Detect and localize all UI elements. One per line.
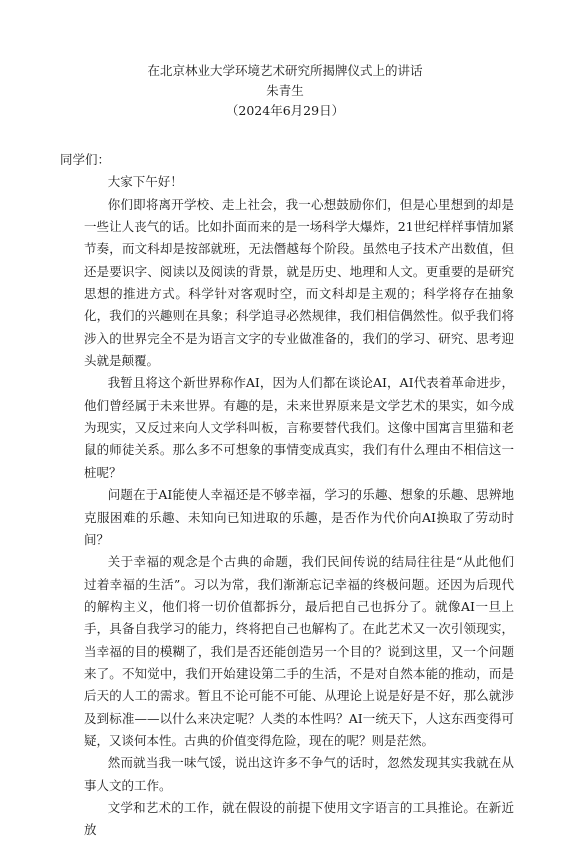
document-date: （2024年6月29日） [225, 103, 345, 118]
paragraph-4: 关于幸福的观念是个古典的命题，我们民间传说的结局往往是“从此他们过着幸福的生活”。习以为常，我们渐渐忘记幸福的终极问题。还因为后现代的解构主义，他们将一切价值都拆分，最后把自己也拆分了。就像AI一旦上手，具备自我学习的能力，终将把自己也解构了。在此艺术又一次引领现实，当幸福的目的模糊了，我们是否还能创造另一个目的？说到这里，又一个问题来了。不知觉中，我们开始建设第二手的生活，不是对自然本能的推动，而是后天的人工的需求。暂且不论可能不可能、从理论上说是好是不好，那么就涉及到标准——以什么来决定呢？人类的本性吗？AI一统天下，人这东西变得可疑，又谈何本性。古典的价值变得危险，现在的呢？则是茫然。 [84, 554, 514, 748]
document-body [60, 149, 514, 842]
document-author: 朱青生 [266, 83, 304, 98]
greeting: 大家下午好！ [107, 174, 183, 190]
paragraph-6: 文学和艺术的工作，就在假设的前提下使用文字语言的工具推论。在新近放 [84, 799, 514, 838]
salutation: 同学们： [60, 152, 111, 167]
paragraph-2: 我暂且将这个新世界称作AI，因为人们都在谈论AI，AI代表着革命进步，他们曾经属于未来世界。有趣的是，未来世界原来是文学艺术的果实，如今成为现实，又反过来向人文学科叫板，言称要替代我们。这像中国寓言里猫和老鼠的师徒关系。那么多不可想象的事情变成真实，我们有什么理由不相信这一桩呢？ [84, 375, 514, 480]
paragraph-1: 你们即将离开学校、走上社会，我一心想鼓励你们，但是心里想到的却是一些让人丧气的话。比如扑面而来的是一场科学大爆炸，21世纪样样事情加紧节奏，而文科却是按部就班，无法僭越每个阶段。虽然电子技术产出数值，但还是要识字、阅读以及阅读的背景，就是历史、地理和人文。更重要的是研究思想的推进方式。科学针对客观时空，而文科却是主观的；科学将存在抽象化，我们的兴趣则在具象；科学追寻必然规律，我们相信偶然性。似乎我们将涉入的世界完全不是为语言文字的专业做准备的，我们的学习、研究、思考迎头就是颠覆。 [84, 196, 514, 369]
document-title: 在北京林业大学环境艺术研究所揭牌仪式上的讲话 [147, 63, 423, 78]
paragraph-5: 然而就当我一味气馁，说出这许多不争气的话时，忽然发现其实我就在从事人文的工作。 [84, 755, 514, 793]
paragraph-3: 问题在于AI能使人幸福还是不够幸福，学习的乐趣、想象的乐趣、思辨地克服困难的乐趣、未知向已知进取的乐趣，是否作为代价向AI换取了劳动时间？ [84, 487, 514, 547]
